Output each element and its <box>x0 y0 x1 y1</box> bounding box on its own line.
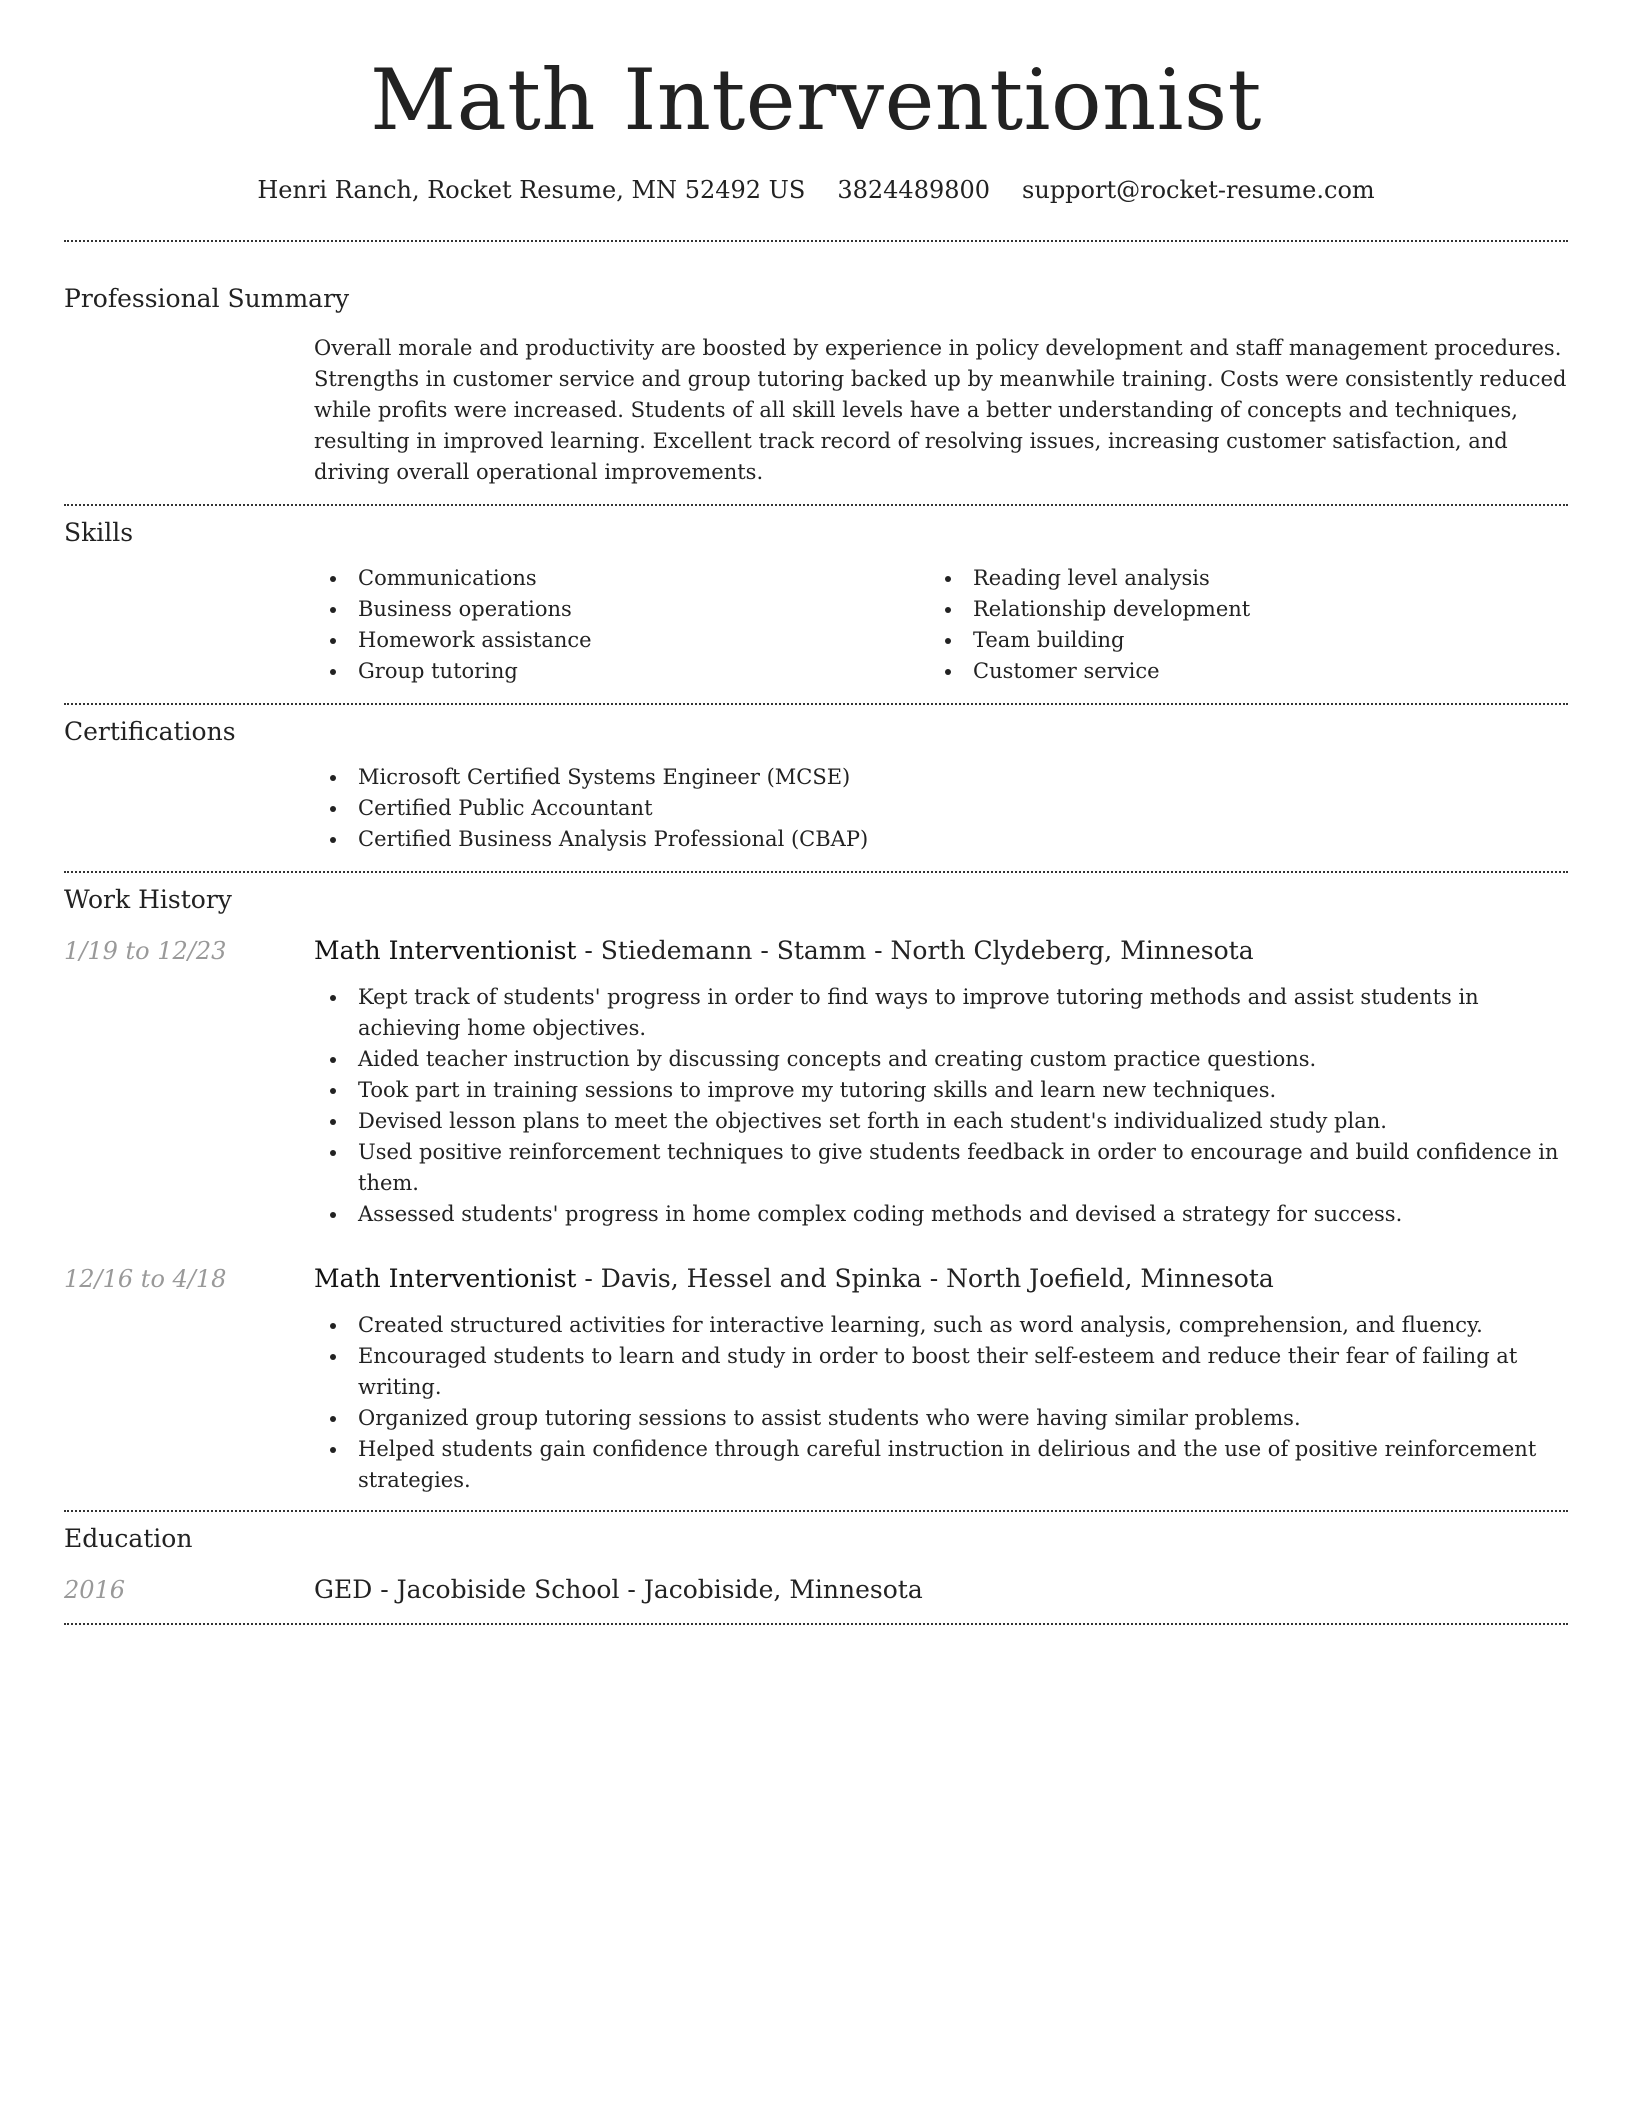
education-entry <box>64 1573 1568 1607</box>
resume-name: Math Interventionist <box>370 51 1262 149</box>
job-bullet: Helped students gain confidence through careful instruction in delirious and the use of positive reinforcement strategies. <box>314 1434 1568 1496</box>
skill-item: Group tutoring <box>314 656 929 687</box>
job-entry <box>64 934 1568 1230</box>
job-bullets <box>314 982 1568 1230</box>
skill-item: Homework assistance <box>314 625 929 656</box>
contact-phone: 3824489800 <box>837 176 991 204</box>
skills-list-left <box>314 563 929 687</box>
skill-item: Communications <box>314 563 929 594</box>
job-employer: - Davis, Hessel and Spinka - North Joefield, Minnesota <box>576 1264 1274 1293</box>
education-degree: GED - Jacobiside School - Jacobiside, Minnesota <box>314 1575 923 1604</box>
certification-item: Certified Business Analysis Professional (CBAP) <box>314 824 1568 855</box>
contact-line <box>64 176 1568 204</box>
education-section <box>64 1512 1568 1623</box>
job-bullet: Encouraged students to learn and study in order to boost their self-esteem and reduce their fear of failing at writing. <box>314 1341 1568 1403</box>
job-bullet: Aided teacher instruction by discussing concepts and creating custom practice questions. <box>314 1044 1568 1075</box>
summary-heading: Professional Summary <box>64 284 350 313</box>
resume-page <box>64 0 1568 1625</box>
work-history-heading: Work History <box>64 885 232 914</box>
education-heading: Education <box>64 1524 193 1553</box>
skill-item: Reading level analysis <box>929 563 1544 594</box>
job-role: Math Interventionist <box>314 936 577 965</box>
job-bullet: Assessed students' progress in home complex coding methods and devised a strategy for success. <box>314 1199 1568 1230</box>
certification-item: Certified Public Accountant <box>314 793 1568 824</box>
job-bullet: Took part in training sessions to improve my tutoring skills and learn new techniques. <box>314 1075 1568 1106</box>
skills-section <box>64 506 1568 703</box>
job-bullet: Devised lesson plans to meet the objectives set forth in each student's individualized study plan. <box>314 1106 1568 1137</box>
job-bullets <box>314 1310 1568 1496</box>
summary-text: Overall morale and productivity are boosted by experience in policy development and staff management procedures. Strengths in customer service and group tutoring backed up by meanwhile training. Costs were consistently reduced while profits were increased. Students of all skill levels have a better understanding of concepts and techniques, resulting in improved learning. Excellent track record of resolving issues, increasing customer satisfaction, and driving overall operational improvements. <box>314 336 1567 484</box>
contact-email: support@rocket-resume.com <box>1022 176 1375 204</box>
certifications-heading: Certifications <box>64 717 236 746</box>
divider <box>64 1623 1568 1625</box>
job-bullet: Kept track of students' progress in order to find ways to improve tutoring methods and assist students in achieving home objectives. <box>314 982 1568 1044</box>
job-title <box>314 934 1568 968</box>
skill-item: Business operations <box>314 594 929 625</box>
skill-item: Relationship development <box>929 594 1544 625</box>
certification-item: Microsoft Certified Systems Engineer (MCSE) <box>314 762 1568 793</box>
education-year: 2016 <box>64 1576 126 1604</box>
job-employer: - Stiedemann - Stamm - North Clydeberg, Minnesota <box>576 936 1254 965</box>
skill-item: Team building <box>929 625 1544 656</box>
job-title <box>314 1262 1568 1296</box>
job-role: Math Interventionist <box>314 1264 577 1293</box>
job-dates: 12/16 to 4/18 <box>64 1265 227 1293</box>
job-entry <box>64 1262 1568 1496</box>
job-bullet: Used positive reinforcement techniques to give students feedback in order to encourage and build confidence in them. <box>314 1137 1568 1199</box>
job-dates: 1/19 to 12/23 <box>64 937 227 965</box>
certifications-section <box>64 705 1568 871</box>
skill-item: Customer service <box>929 656 1544 687</box>
job-details <box>314 1262 1568 1496</box>
work-history-section <box>64 873 1568 1510</box>
summary-section <box>64 242 1568 504</box>
skills-list-right <box>929 563 1544 687</box>
job-bullet: Organized group tutoring sessions to assist students who were having similar problems. <box>314 1403 1568 1434</box>
job-details <box>314 934 1568 1230</box>
contact-address: Henri Ranch, Rocket Resume, MN 52492 US <box>257 176 806 204</box>
job-bullet: Created structured activities for interactive learning, such as word analysis, comprehension, and fluency. <box>314 1310 1568 1341</box>
skills-grid <box>314 563 1568 687</box>
certifications-list <box>314 762 1568 855</box>
skills-heading: Skills <box>64 518 134 547</box>
